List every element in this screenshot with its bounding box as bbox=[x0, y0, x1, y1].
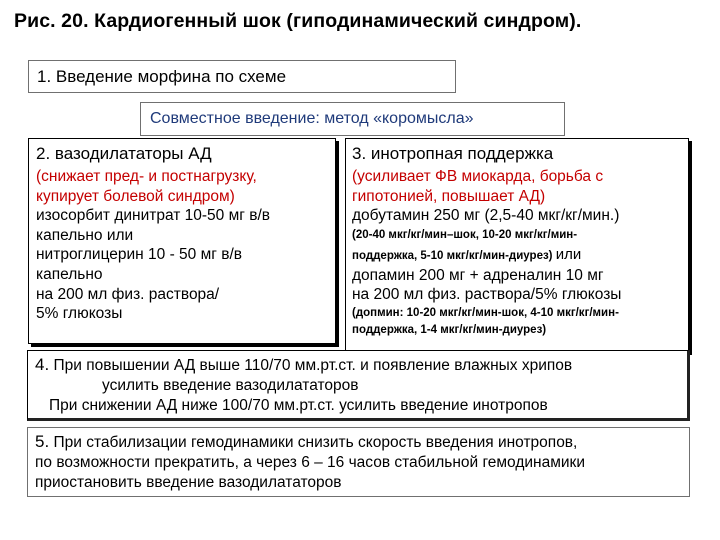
step4-text: При повышении АД выше 110/70 мм.рт.ст. и появление влажных хрипов bbox=[49, 357, 573, 374]
dobutamine-note: поддержка, 5-10 мкг/кг/мин-диурез) bbox=[352, 249, 553, 262]
inotropes-effect-line: (усиливает ФВ миокарда, борьба с bbox=[352, 168, 604, 185]
step5-number: 5. bbox=[35, 432, 50, 451]
dopamine-note: (допмин: 10-20 мкг/кг/мин-шок, 4-10 мкг/кг/мин- bbox=[352, 306, 619, 319]
step5-line: приостановить введение вазодилататоров bbox=[35, 474, 342, 491]
dobutamine-note: (20-40 мкг/кг/мин–шок, 10-20 мкг/кг/мин- bbox=[352, 228, 578, 241]
step4-number: 4. bbox=[35, 355, 50, 374]
step5-box bbox=[27, 427, 690, 497]
step4-line: При снижении АД ниже 100/70 мм.рт.ст. усилить введение инотропов bbox=[49, 397, 548, 414]
inotropes-box bbox=[345, 138, 689, 352]
morphine-step-box bbox=[28, 60, 456, 93]
step5-text: При стабилизации гемодинамики снизить скорость введения инотропов, bbox=[49, 434, 578, 451]
step5-line: по возможности прекратить, а через 6 – 16 часов стабильной гемодинамики bbox=[35, 454, 585, 471]
or-word: или bbox=[555, 245, 582, 263]
vasodilators-dose-line: 5% глюкозы bbox=[36, 305, 123, 323]
inotropes-heading: 3. инотропная поддержка bbox=[352, 144, 554, 163]
vasodilators-effect-line: купирует болевой синдром) bbox=[36, 187, 235, 205]
vasodilators-dose-line: на 200 мл физ. раствора/ bbox=[36, 285, 220, 303]
vasodilators-dose-line: изосорбит динитрат 10-50 мг в/в bbox=[36, 207, 270, 225]
dopamine-note: поддержка, 1-4 мкг/кг/мин-диурез) bbox=[352, 323, 547, 336]
vasodilators-box bbox=[28, 138, 336, 344]
vasodilators-heading: 2. вазодилататоры АД bbox=[36, 144, 212, 163]
step4-box bbox=[27, 350, 690, 421]
vasodilators-effect-line: (снижает пред- и постнагрузку, bbox=[36, 168, 257, 185]
inotropes-effect-line: гипотонией, повышает АД) bbox=[352, 187, 546, 205]
joint-administration-box bbox=[140, 102, 565, 136]
joint-administration-text: Совместное введение: метод «коромысла» bbox=[150, 110, 474, 127]
figure-title: Рис. 20. Кардиогенный шок (гиподинамический синдром). bbox=[14, 10, 582, 32]
dobutamine-line: добутамин 250 мг (2,5-40 мкг/кг/мин.) bbox=[352, 207, 620, 225]
step5-line bbox=[35, 432, 689, 453]
step4-line: усилить введение вазодилататоров bbox=[102, 377, 359, 394]
step4-line bbox=[35, 355, 687, 376]
vasodilators-dose-line: капельно или bbox=[36, 226, 134, 244]
dopamine-line: допамин 200 мг + адреналин 10 мг bbox=[352, 266, 604, 284]
dopamine-line: на 200 мл физ. раствора/5% глюкозы bbox=[352, 286, 622, 304]
vasodilators-dose-line: нитроглицерин 10 - 50 мг в/в bbox=[36, 246, 242, 264]
morphine-step-text: 1. Введение морфина по схеме bbox=[37, 67, 287, 86]
dobutamine-note-or bbox=[352, 245, 688, 266]
vasodilators-dose-line: капельно bbox=[36, 265, 103, 283]
